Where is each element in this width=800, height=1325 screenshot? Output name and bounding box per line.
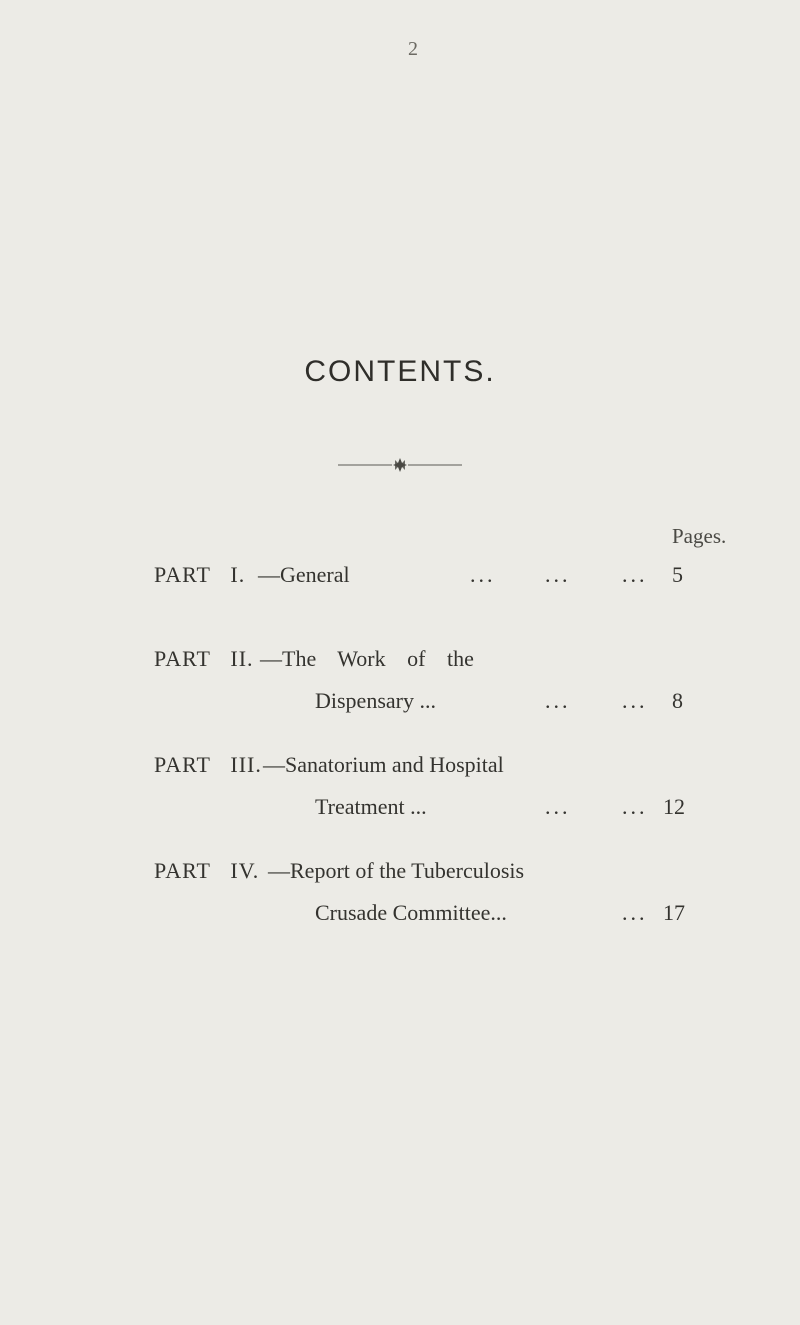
toc-part-label: PART III. — [154, 752, 262, 777]
toc-page-number: 8 — [672, 688, 683, 713]
toc-leader-dots: ... — [470, 562, 496, 587]
toc-part-label: PART IV. — [154, 858, 260, 883]
toc-leader-dots: ... — [545, 688, 571, 713]
toc-page-number: 5 — [672, 562, 683, 587]
toc-leader-dots: ... — [622, 562, 648, 587]
toc-entry-title: —The Work of the — [260, 646, 474, 671]
toc-part-label: PART I. — [154, 562, 246, 587]
toc-leader-dots: ... — [622, 794, 648, 819]
toc-entry-title-continued: Treatment ... — [315, 794, 427, 819]
toc-leader-dots: ... — [545, 562, 571, 587]
toc-entry-title-continued: Crusade Committee... — [315, 900, 507, 925]
toc-leader-dots: ... — [622, 688, 648, 713]
toc-entry-title: —Report of the Tuberculosis — [268, 858, 525, 883]
toc-entry-title: —Sanatorium and Hospital — [263, 752, 504, 777]
toc-entry-title: —General — [258, 562, 350, 587]
toc-page-number: 12 — [663, 794, 685, 819]
page-number: 2 — [408, 38, 418, 60]
toc-leader-dots: ... — [545, 794, 571, 819]
ornament-divider-icon — [330, 456, 470, 474]
toc-leader-dots: ... — [622, 900, 648, 925]
toc-page-number: 17 — [663, 900, 685, 925]
toc-part-label: PART II. — [154, 646, 254, 671]
toc-entry-title-continued: Dispensary ... — [315, 688, 436, 713]
pages-column-heading: Pages. — [672, 524, 727, 548]
page-title: CONTENTS. — [304, 355, 496, 388]
